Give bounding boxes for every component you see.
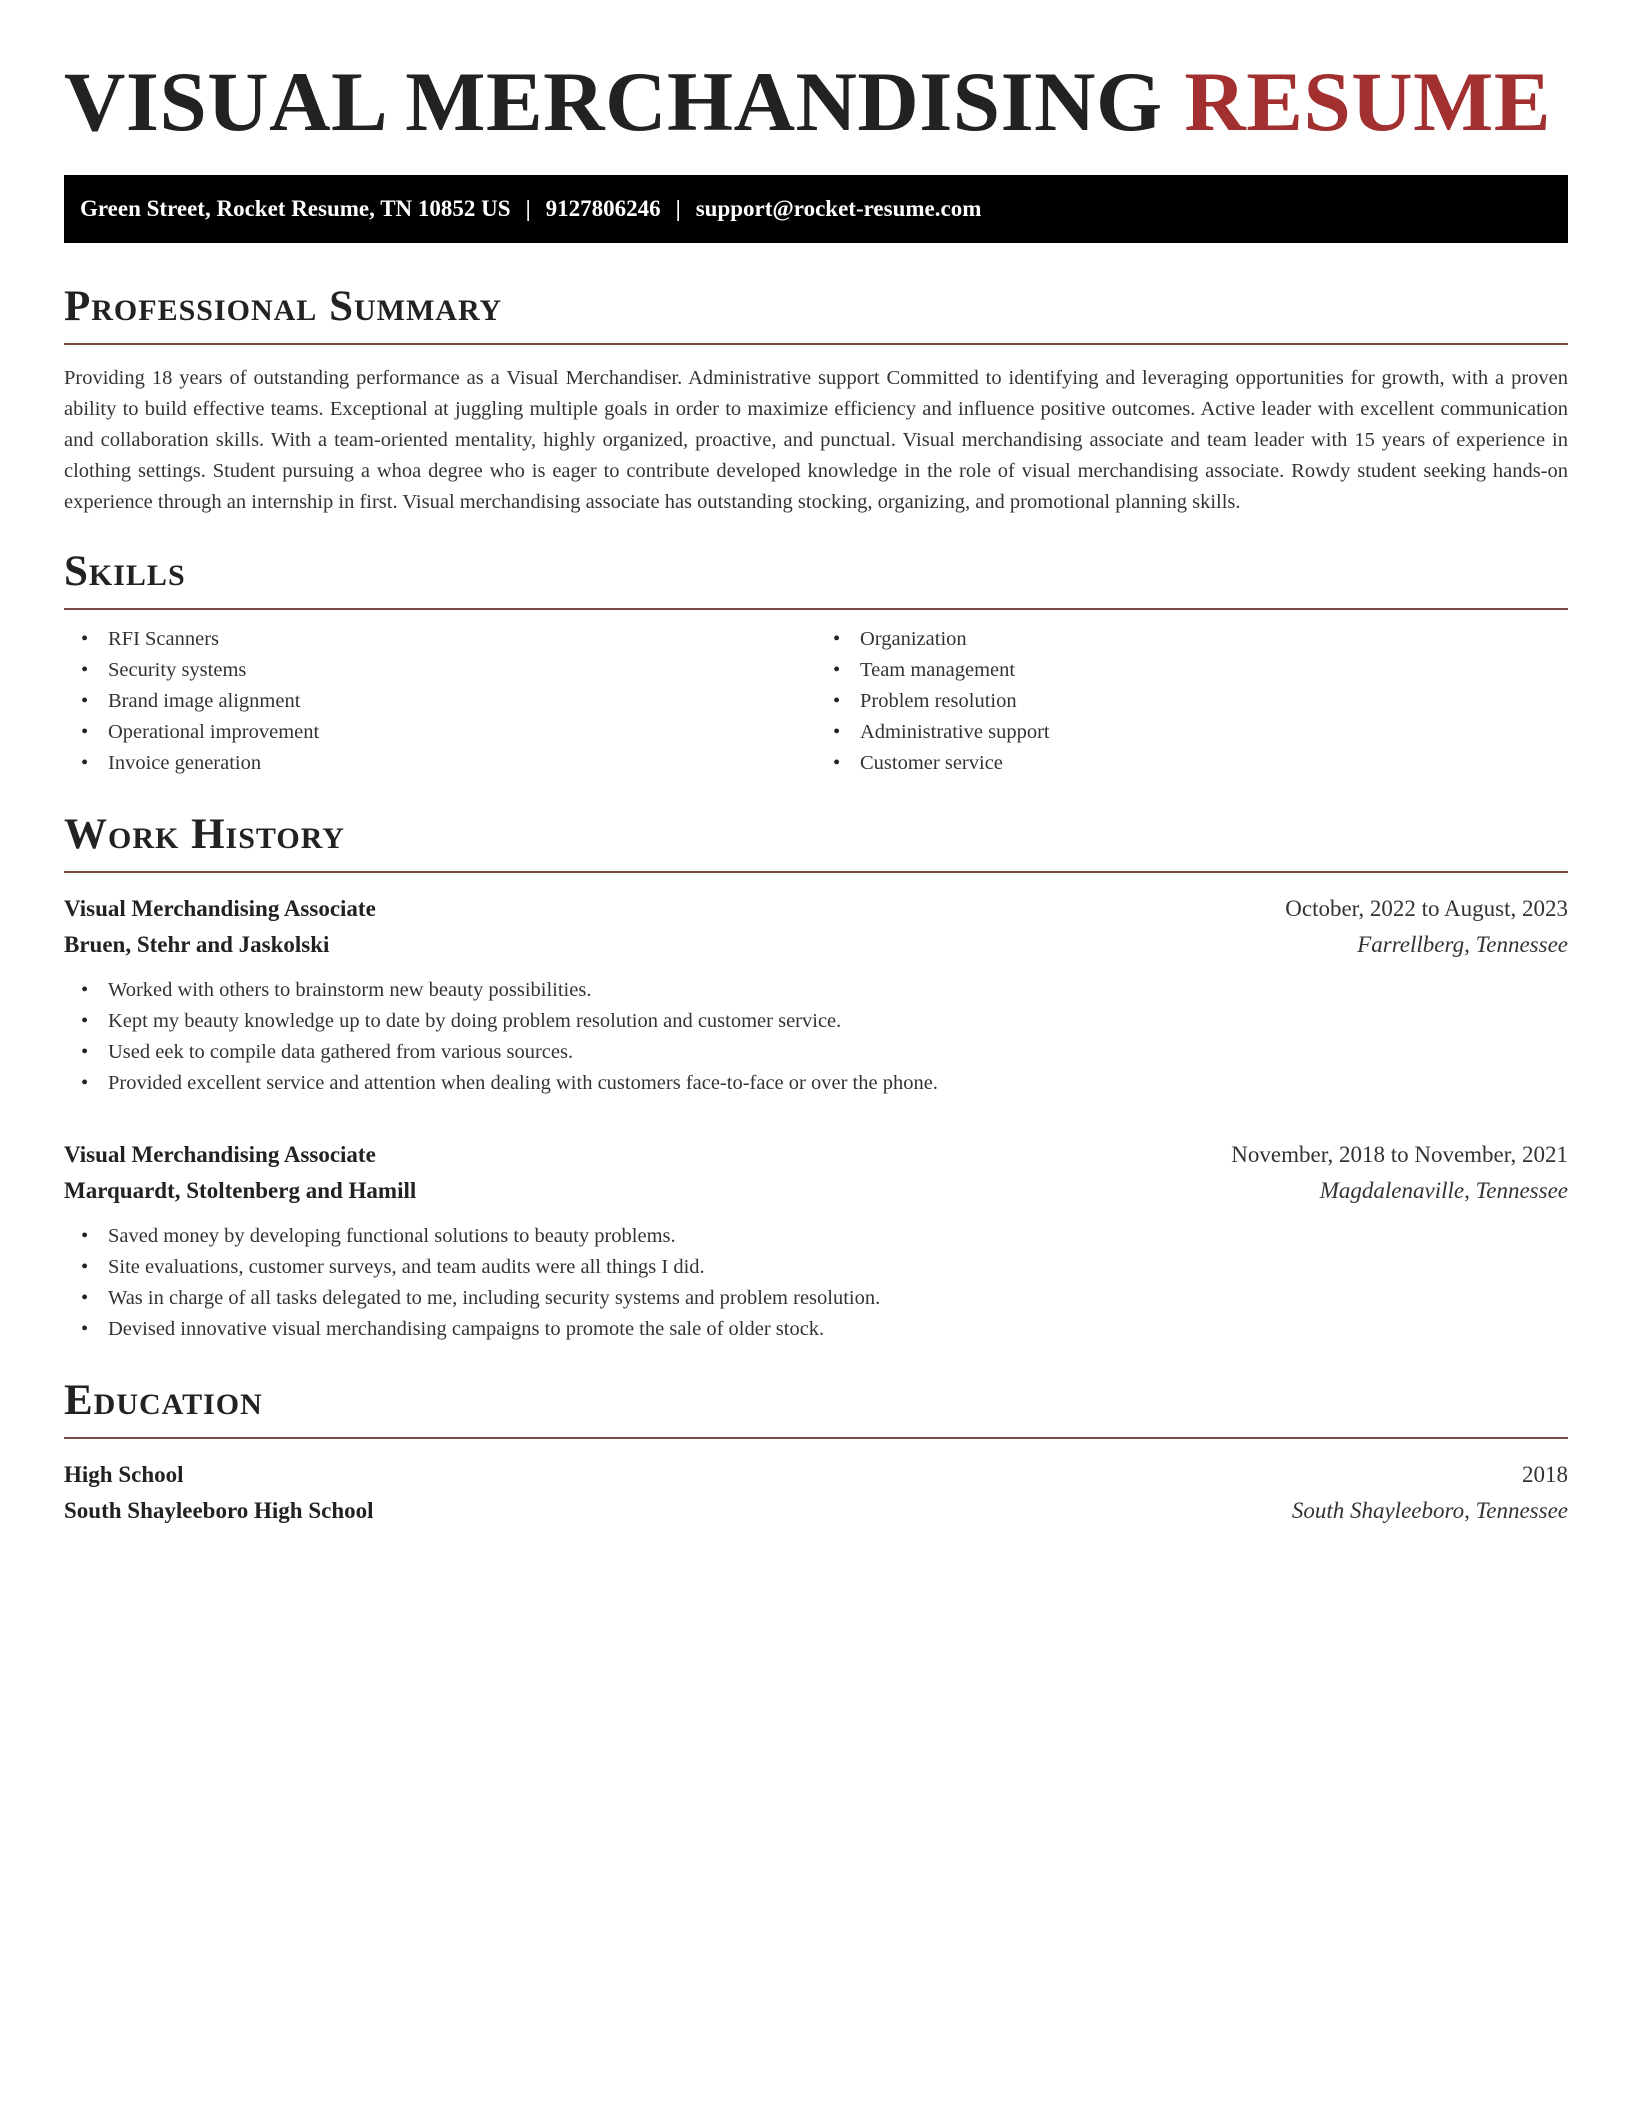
- section-heading-work-history: Work History: [64, 811, 345, 858]
- job-duty: • Site evaluations, customer surveys, and team audits were all things I did.: [108, 1252, 1568, 1283]
- skill-item: • RFI Scanners: [108, 624, 816, 655]
- education-year: 2018: [1522, 1462, 1568, 1487]
- job-company-row: [64, 927, 1568, 963]
- title-accent: RESUME: [1184, 55, 1552, 149]
- section-divider: [64, 608, 1568, 610]
- skill-item: • Administrative support: [860, 717, 1568, 748]
- skill-item: • Operational improvement: [108, 717, 816, 748]
- job-header-row: [64, 1137, 1568, 1173]
- job-company: Bruen, Stehr and Jaskolski: [64, 932, 330, 957]
- job-entry: [64, 891, 1568, 1099]
- job-title: Visual Merchandising Associate: [64, 896, 376, 921]
- summary-section: [64, 281, 1568, 518]
- skill-item: • Organization: [860, 624, 1568, 655]
- job-duties-list: [64, 975, 1568, 1099]
- work-history-section: [64, 809, 1568, 1345]
- job-entry: [64, 1137, 1568, 1345]
- contact-phone: 9127806246: [545, 196, 661, 221]
- summary-text: Providing 18 years of outstanding performance as a Visual Merchandiser. Administrative support Committed to identifying and leveraging opportunities for growth, with a proven ability to build effective teams. Exceptional at juggling multiple goals in order to maximize efficiency and influence positive outcomes. Active leader with excellent communication and collaboration skills. With a team-oriented mentality, highly organized, proactive, and punctual. Visual merchandising associate and team leader with 15 years of experience in clothing settings. Student pursuing a whoa degree who is eager to contribute developed knowledge in the role of visual merchandising associate. Rowdy student seeking hands-on experience through an internship in first. Visual merchandising associate has outstanding stocking, organizing, and promotional planning skills.: [64, 367, 1568, 513]
- job-header-row: [64, 891, 1568, 927]
- education-degree: High School: [64, 1462, 184, 1487]
- skill-item: • Customer service: [860, 748, 1568, 779]
- job-company: Marquardt, Stoltenberg and Hamill: [64, 1178, 417, 1203]
- job-duties-list: [64, 1221, 1568, 1345]
- skills-column-left: [64, 624, 816, 779]
- skill-item: • Problem resolution: [860, 686, 1568, 717]
- section-heading-summary: Professional Summary: [64, 283, 503, 330]
- resume-title: [64, 52, 1568, 152]
- skill-item: • Brand image alignment: [108, 686, 816, 717]
- education-school-row: [64, 1493, 1568, 1529]
- contact-bar: [64, 175, 1568, 243]
- title-main: VISUAL MERCHANDISING: [64, 55, 1163, 149]
- job-duty: • Saved money by developing functional solutions to beauty problems.: [108, 1221, 1568, 1252]
- job-dates: October, 2022 to August, 2023: [1285, 896, 1568, 921]
- skills-column-right: [816, 624, 1568, 779]
- job-duty: • Used eek to compile data gathered from various sources.: [108, 1037, 1568, 1068]
- section-divider: [64, 343, 1568, 345]
- education-section: [64, 1375, 1568, 1529]
- section-heading-education: Education: [64, 1377, 263, 1424]
- contact-email: support@rocket-resume.com: [695, 196, 982, 221]
- section-divider: [64, 1437, 1568, 1439]
- education-entry: [64, 1457, 1568, 1529]
- job-duty: • Provided excellent service and attention when dealing with customers face-to-face or over the phone.: [108, 1068, 1568, 1099]
- skill-item: • Team management: [860, 655, 1568, 686]
- job-duty: • Was in charge of all tasks delegated to me, including security systems and problem resolution.: [108, 1283, 1568, 1314]
- contact-separator: |: [525, 196, 531, 221]
- education-school: South Shayleeboro High School: [64, 1498, 374, 1523]
- section-heading-skills: Skills: [64, 548, 186, 595]
- education-location: South Shayleeboro, Tennessee: [1291, 1498, 1568, 1523]
- job-duty: • Worked with others to brainstorm new beauty possibilities.: [108, 975, 1568, 1006]
- job-company-row: [64, 1173, 1568, 1209]
- job-duty: • Devised innovative visual merchandising campaigns to promote the sale of older stock.: [108, 1314, 1568, 1345]
- job-location: Magdalenaville, Tennessee: [1319, 1178, 1568, 1203]
- section-divider: [64, 871, 1568, 873]
- education-header-row: [64, 1457, 1568, 1493]
- job-location: Farrellberg, Tennessee: [1357, 932, 1568, 957]
- contact-address: Green Street, Rocket Resume, TN 10852 US: [80, 196, 511, 221]
- skill-item: • Invoice generation: [108, 748, 816, 779]
- job-duty: • Kept my beauty knowledge up to date by doing problem resolution and customer service.: [108, 1006, 1568, 1037]
- contact-separator: |: [675, 196, 681, 221]
- skills-section: [64, 546, 1568, 779]
- job-title: Visual Merchandising Associate: [64, 1142, 376, 1167]
- skills-grid: [64, 624, 1568, 779]
- skill-item: • Security systems: [108, 655, 816, 686]
- job-dates: November, 2018 to November, 2021: [1231, 1142, 1568, 1167]
